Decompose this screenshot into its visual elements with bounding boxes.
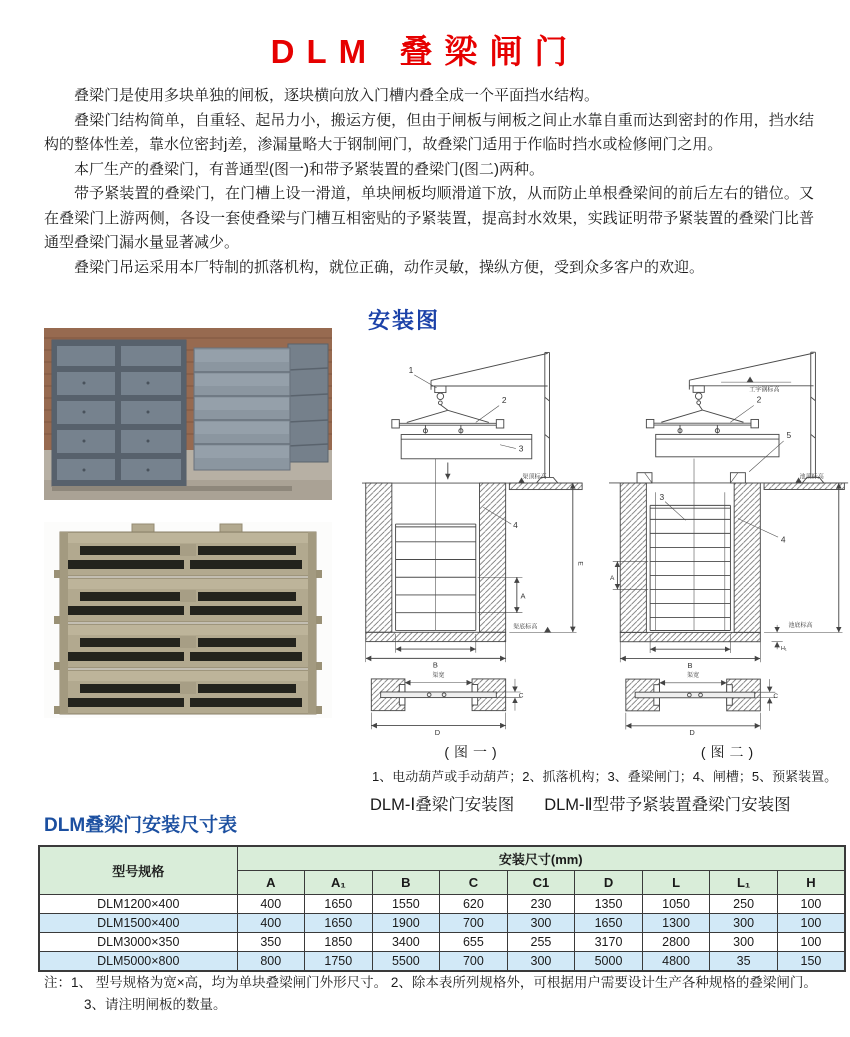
col-header-a: A	[237, 871, 305, 895]
dim-a-label: A	[609, 575, 615, 583]
dimension-cell: 700	[440, 914, 508, 933]
col-header-h: H	[777, 871, 845, 895]
dimension-cell: 1050	[642, 895, 710, 914]
dim-d-label: D	[689, 728, 695, 737]
dimension-cell: 250	[710, 895, 778, 914]
dimension-cell: 100	[777, 895, 845, 914]
pretension-devices	[637, 473, 745, 483]
lifted-gate-panel	[656, 434, 779, 456]
paragraph: 叠梁门结构简单，自重轻、起吊力小，搬运方便，但由于闸板与闸板之间止水靠自重而达到密封的作用，挡水结构的整体性差，靠水位密封j差，渗漏量略大于钢制闸门，故叠梁门适用于作临时挡水或检修闸门之用。	[44, 111, 814, 153]
callout-5-label: 5	[786, 430, 792, 441]
dimension-cell: 1850	[305, 933, 373, 952]
dim-b-label: B	[432, 660, 438, 670]
dimension-cell: 350	[237, 933, 305, 952]
dimension-cell: 1300	[642, 914, 710, 933]
callout-2-label: 2	[501, 394, 507, 405]
crane-hoist-group	[689, 352, 823, 483]
note-line: 3、请注明闸板的数量。	[84, 997, 227, 1012]
model-cell: DLM5000×800	[39, 952, 237, 972]
callout-2-label: 2	[756, 394, 762, 405]
col-header-a1: A₁	[305, 871, 373, 895]
dimension-cell: 1750	[305, 952, 373, 972]
installation-diagram-2	[609, 341, 850, 737]
dimension-cell: 700	[440, 952, 508, 972]
canal-bottom-level-label: 渠底标高	[513, 624, 538, 631]
canal-width-label: 渠宽	[687, 673, 700, 680]
figure2-title: DLM-Ⅱ型带予紧装置叠梁门安装图	[544, 796, 791, 814]
paragraph: 本厂生产的叠梁门，有普通型(图一)和带予紧装置的叠梁门(图二)两种。	[74, 160, 544, 178]
model-cell: DLM1200×400	[39, 895, 237, 914]
table-row	[39, 952, 845, 972]
table-notes	[44, 972, 828, 1016]
installation-section	[362, 304, 850, 815]
dimension-cell: 100	[777, 933, 845, 952]
col-header-l: L	[642, 871, 710, 895]
paragraph: 叠梁门吊运采用本厂特制的抓落机构，就位正确，动作灵敏，操纵方便，受到众多客户的欢迎。	[74, 258, 705, 276]
product-photos	[44, 328, 334, 718]
col-header-b: B	[372, 871, 440, 895]
callout-1-label: 1	[408, 364, 414, 375]
dim-c-label: C	[773, 692, 779, 700]
install-section-heading: 安装图	[368, 308, 441, 333]
model-spec-header: 型号规格	[39, 846, 237, 895]
pool-bottom-level-label: 池底标高	[788, 622, 813, 629]
model-cell: DLM3000×350	[39, 933, 237, 952]
figure1-caption: (图一)	[444, 744, 502, 760]
dim-a-label: A	[520, 591, 526, 601]
dim-d-label: D	[434, 727, 441, 737]
gate-well-group	[362, 459, 582, 642]
dim-h1-label: H₁	[780, 646, 787, 653]
dimension-cell: 400	[237, 914, 305, 933]
dimension-cell: 255	[507, 933, 575, 952]
dimension-table	[38, 845, 846, 972]
figure-titles	[370, 791, 850, 815]
dimension-cell: 5000	[575, 952, 643, 972]
dimension-cell: 800	[237, 952, 305, 972]
dimension-cell: 300	[710, 914, 778, 933]
col-header-c: C	[440, 871, 508, 895]
dimension-cell: 1650	[305, 914, 373, 933]
callout-4-label: 4	[513, 519, 518, 530]
dimension-cell: 1650	[575, 914, 643, 933]
dim-c-label: C	[518, 692, 524, 700]
installation-figure-2	[609, 341, 850, 762]
installation-figures	[362, 341, 850, 762]
pool-top-level-label: 池顶标高	[799, 474, 824, 481]
page-title: DLM 叠梁闸门	[270, 33, 580, 70]
model-cell: DLM1500×400	[39, 914, 237, 933]
col-header-d: D	[575, 871, 643, 895]
ibeam-level-label: 工字钢标高	[749, 387, 780, 394]
dimension-cell: 35	[710, 952, 778, 972]
lifted-gate-panel	[401, 435, 532, 480]
paragraph: 带予紧装置的叠梁门，在门槽上设一滑道，单块闸板均顺滑道下放，从而防止单根叠梁间的前后左右的错位。又在叠梁门上游两侧，各设一套使叠梁与门槽互相密贴的予紧装置，提高封水效果，实践证明带予紧装置的叠梁门比普通型叠梁门漏水量显著减少。	[44, 185, 814, 251]
figure-legend: 1、电动葫芦或手动葫芦；2、抓落机构；3、叠梁闸门；4、闸槽；5、预紧装置。	[372, 769, 838, 784]
canal-top-level-label: 渠顶标高	[522, 474, 547, 481]
dim-b-label: B	[687, 660, 693, 670]
dimension-cell: 1650	[305, 895, 373, 914]
dim-e-label: E	[576, 561, 584, 566]
dimension-cell: 2800	[642, 933, 710, 952]
dimension-cell: 300	[507, 914, 575, 933]
callout-4-label: 4	[780, 534, 786, 545]
canal-width-label: 渠宽	[432, 673, 445, 680]
product-photo-stacked-beams	[44, 522, 332, 718]
installation-diagram-1	[362, 341, 584, 737]
note-line: 注：1、 型号规格为宽×高，均为单块叠梁闸门外形尺寸。 2、除本表所列规格外，可根据用户需要设计生产各种规格的叠梁闸门。	[44, 975, 817, 990]
dimension-cell: 1550	[372, 895, 440, 914]
col-header-l1: L₁	[710, 871, 778, 895]
dimension-table-body	[39, 895, 845, 972]
dimension-cell: 1350	[575, 895, 643, 914]
callout-3-label: 3	[659, 491, 665, 502]
install-dims-group-header: 安装尺寸(mm)	[237, 846, 845, 871]
gate-well-group	[609, 459, 848, 642]
crane-hoist-group	[431, 352, 558, 483]
figure1-title: DLM-Ⅰ叠梁门安装图	[370, 796, 515, 814]
grab-mechanism-group	[392, 410, 504, 433]
col-header-c1: C1	[507, 871, 575, 895]
grab-mechanism-group	[646, 410, 758, 433]
dimension-cell: 5500	[372, 952, 440, 972]
figure2-caption: (图二)	[700, 744, 759, 760]
dimension-cell: 230	[507, 895, 575, 914]
dimension-cell: 620	[440, 895, 508, 914]
table-title: DLM叠梁门安装尺寸表	[44, 815, 238, 836]
product-photo-steel-gates	[44, 328, 332, 500]
plan-section	[371, 679, 520, 729]
dimension-cell: 300	[507, 952, 575, 972]
dimension-cell: 3170	[575, 933, 643, 952]
dimension-cell: 400	[237, 895, 305, 914]
dimension-cell: 150	[777, 952, 845, 972]
dimension-cell: 4800	[642, 952, 710, 972]
paragraph: 叠梁门是使用多块单独的闸板，逐块横向放入门槽内叠全成一个平面挡水结构。	[74, 87, 600, 104]
dimension-cell: 3400	[372, 933, 440, 952]
dimension-cell: 300	[710, 933, 778, 952]
table-header	[39, 846, 845, 895]
dimension-cell: 100	[777, 914, 845, 933]
plan-section	[626, 679, 775, 729]
installation-figure-1	[362, 341, 584, 762]
dimension-cell: 655	[440, 933, 508, 952]
dimension-cell: 1900	[372, 914, 440, 933]
callout-3-label: 3	[518, 443, 524, 454]
table-row	[39, 914, 845, 933]
intro-paragraphs	[44, 84, 814, 280]
table-row	[39, 933, 845, 952]
table-row	[39, 895, 845, 914]
